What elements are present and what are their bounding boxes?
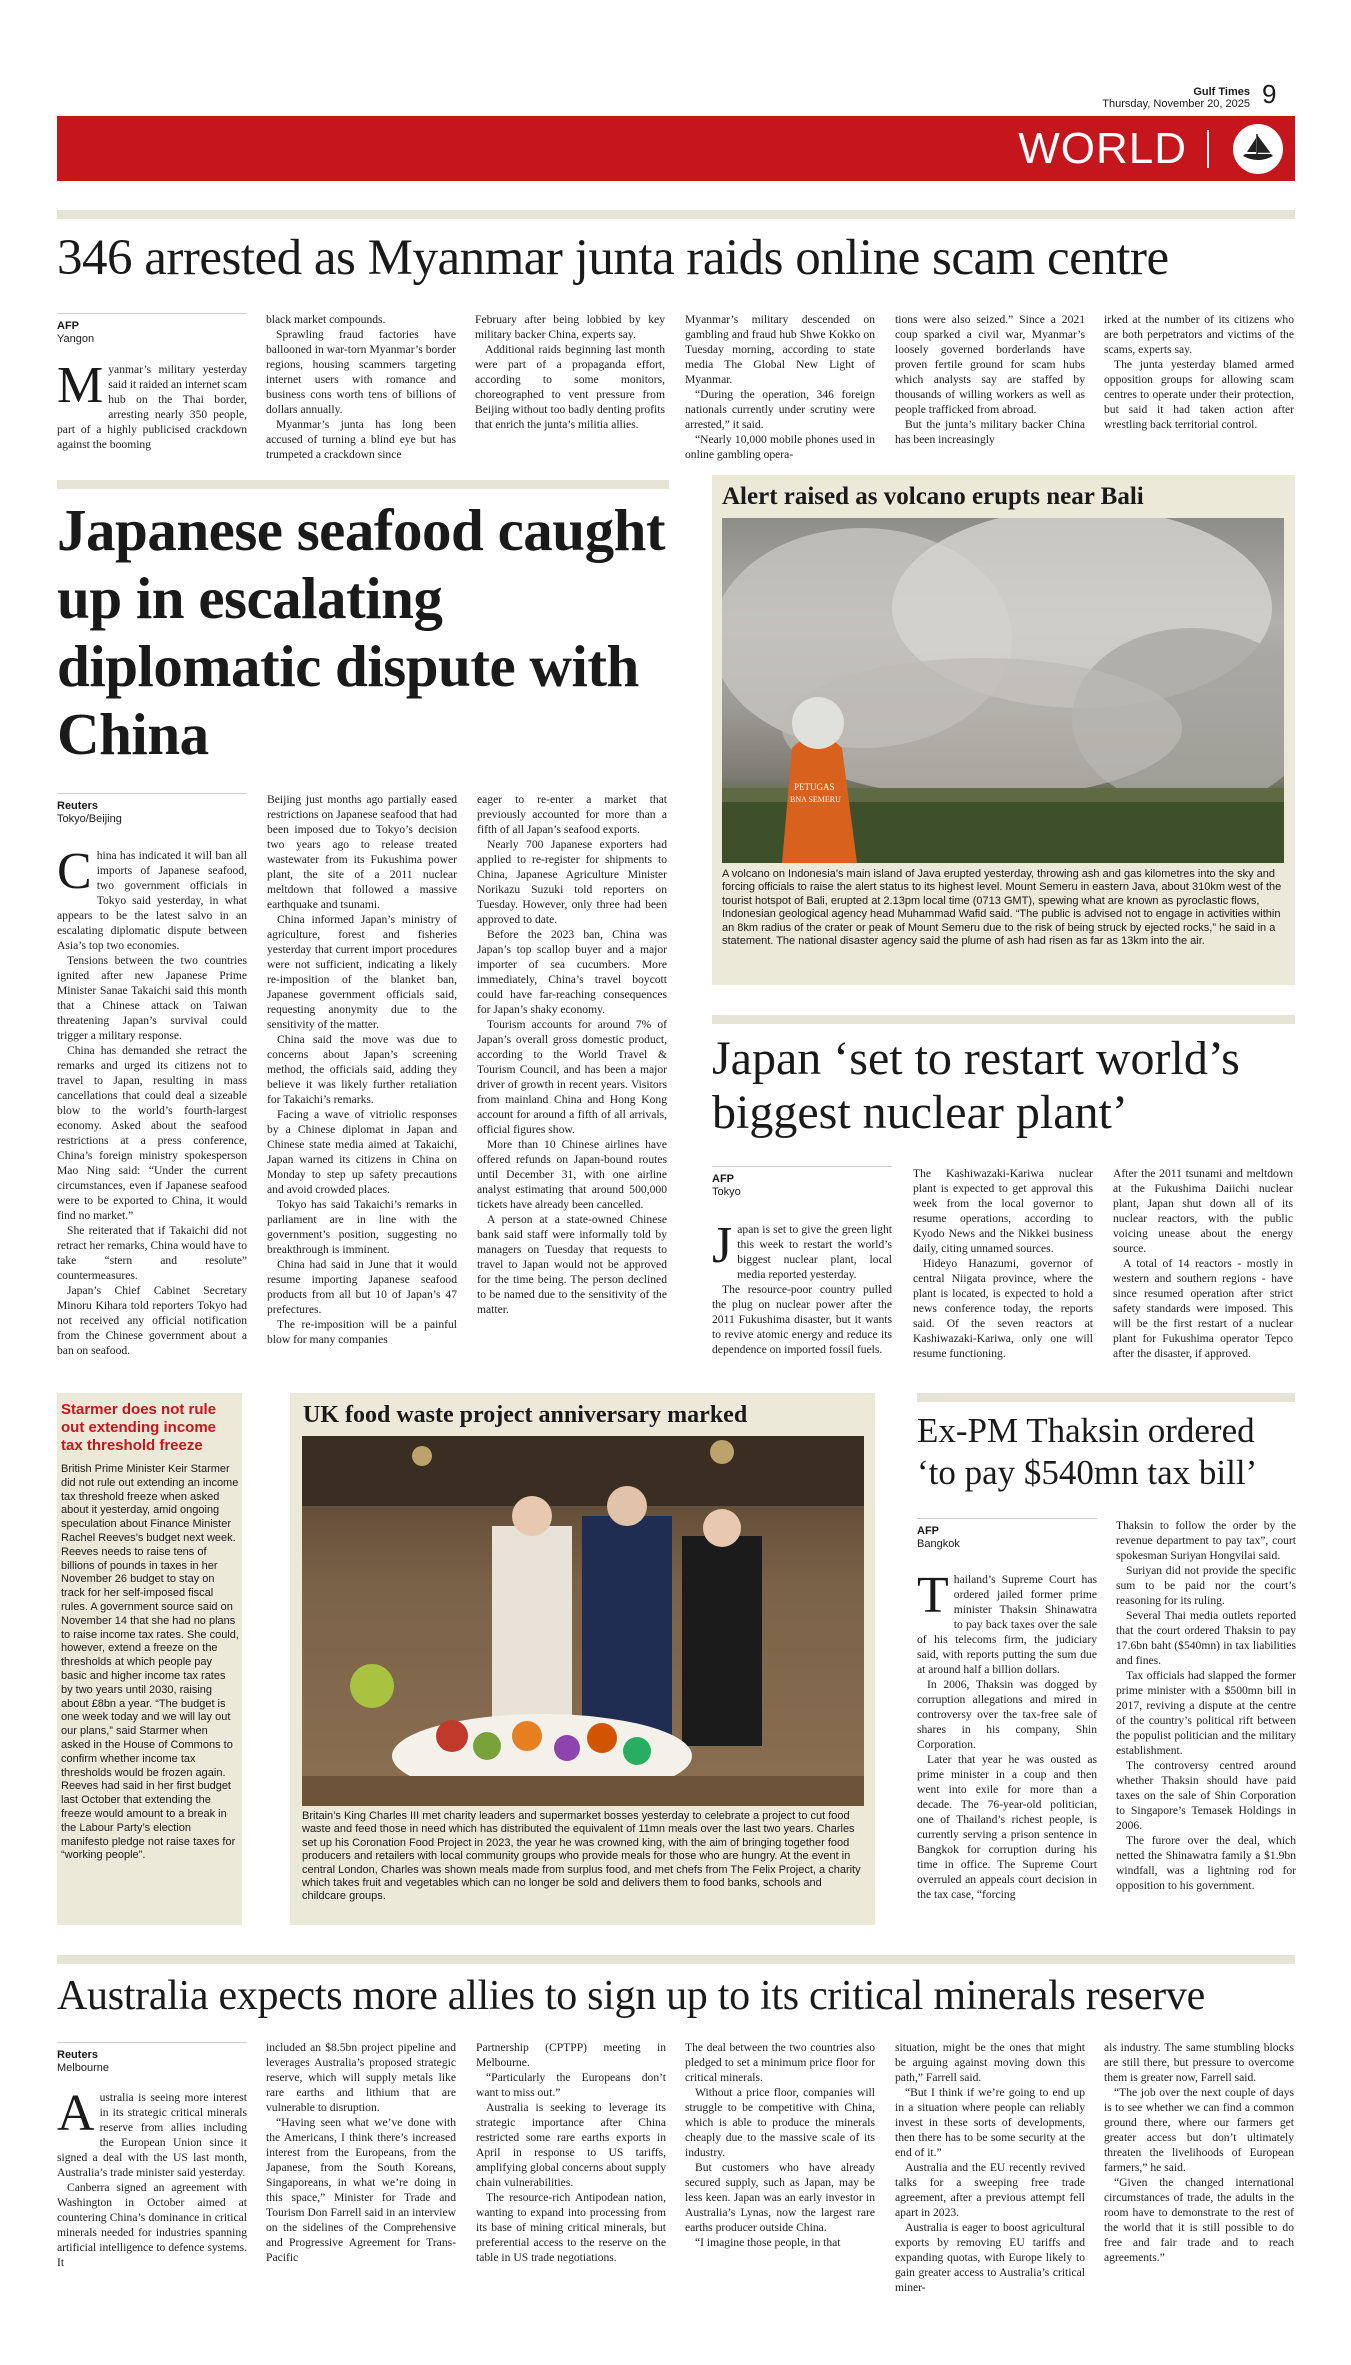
paragraph: China has indicated it will ban all imports of Japanese seafood, two government officials in Tokyo said yesterday, in what appears to be the latest salvo in an escalating diplomatic dispute between Asia’s top two economies. bbox=[57, 843, 247, 952]
australia-col-2 bbox=[266, 2040, 456, 2265]
australia-col-6 bbox=[1104, 2040, 1294, 2265]
paragraph: The deal between the two countries also pledged to set a minimum price floor for critical minerals. bbox=[685, 2041, 875, 2084]
paragraph: “Having seen what we’ve done with the Americans, I think there’s increased interest from the Europeans, from the Japanese, from the South Koreans, Singaporeans, in what we’re doing in this space,” Minister for Trade and Tourism Don Farrell said in an interview on the sidelines of the Comprehensive and Progressive Agreement for Trans-Pacific bbox=[266, 2116, 456, 2264]
seafood-headline: Japanese seafood caught up in escalating diplomatic dispute with China bbox=[57, 497, 666, 767]
paragraph: China has demanded she retract the remarks and urged its citizens not to travel to Japan, resulting in mass cancellations that could deal a sizeable blow to the world’s fourth-largest economy. Asked about the seafood restrictions at a press conference, China’s foreign ministry spokesperson Mao Ning said: “Under the current circumstances, even if Japanese seafood were to be exported to China, it would find no market.” bbox=[57, 1044, 247, 1222]
seafood-byline bbox=[57, 793, 247, 826]
paragraph: China said the move was due to concerns about Japan’s screening method, the officials said, adding they believe it was likely further retaliation for Takaichi’s remarks. bbox=[267, 1033, 457, 1106]
paragraph: Australia is eager to boost agricultural exports by removing EU tariffs and expanding quotas, with Europe likely to gain greater access to Australia’s critical miner- bbox=[895, 2221, 1085, 2294]
myanmar-headline: 346 arrested as Myanmar junta raids online scam centre bbox=[57, 230, 1169, 286]
paragraph: tions were also seized.” Since a 2021 coup sparked a civil war, Myanmar’s loosely governed borderlands have proven fertile ground for scam hubs which analysts say are staffed by thousands of willing workers as well as people trafficked from abroad. bbox=[895, 313, 1085, 416]
paragraph: The junta yesterday blamed armed opposition groups for allowing scam centres to operate under their protection, but said it had taken action after wrestling back territorial control. bbox=[1104, 358, 1294, 431]
thaksin-col-1 bbox=[917, 1567, 1097, 1902]
seafood-col-2 bbox=[267, 792, 457, 1347]
paragraph: Beijing just months ago partially eased restrictions on Japanese seafood that had been imposed due to Tokyo’s decision two years ago to release treated wastewater from its Fukushima power plant, the site of a 2011 nuclear meltdown that followed a massive earthquake and tsunami. bbox=[267, 793, 457, 911]
section-title: WORLD bbox=[1018, 124, 1187, 173]
banner-divider bbox=[1207, 130, 1209, 168]
paragraph: “Nearly 10,000 mobile phones used in online gambling opera- bbox=[685, 433, 875, 461]
paragraph: But the junta’s military backer China has been increasingly bbox=[895, 418, 1085, 446]
australia-agency: Reuters bbox=[57, 2049, 98, 2061]
ukfood-headline: UK food waste project anniversary marked bbox=[303, 1402, 748, 1428]
paragraph: Sprawling fraud factories have ballooned in war-torn Myanmar’s border regions, housing scammers targeting internet users with romance and business cons worth tens of billions of dollars annually. bbox=[266, 328, 456, 416]
myanmar-col-2 bbox=[266, 312, 456, 462]
paragraph: Tensions between the two countries ignited after new Japanese Prime Minister Sanae Takaichi said this month that a Chinese attack on Taiwan threatening Japan’s survival could trigger a military response. bbox=[57, 954, 247, 1042]
rule-seafood bbox=[57, 480, 669, 489]
starmer-box bbox=[57, 1393, 242, 1925]
myanmar-col-4 bbox=[685, 312, 875, 462]
rule-australia bbox=[57, 1955, 1295, 1964]
volcano-photo bbox=[722, 518, 1284, 863]
ukfood-photo bbox=[302, 1436, 864, 1806]
dropcap: A bbox=[57, 2085, 95, 2142]
australia-dateline: Melbourne bbox=[57, 2062, 109, 2074]
nuclear-dateline: Tokyo bbox=[712, 1186, 741, 1198]
ukfood-caption: Britain’s King Charles III met charity leaders and supermarket bosses yesterday to celebrate a project to cut food waste and feed those in need which has distributed the equivalent of 11mn meals over the last two years. Charles set up his Coronation Food Project in 2023, the year he was crowned king, with the aim of bringing together food producers and retailers with local community groups who provide meals for those who are hungry. At the event in central London, Charles was shown meals made from surplus food, and met chefs from The Felix Project, a charity which takes fruit and vegetables which can no longer be sold and delivers them to food banks, schools and childcare groups. bbox=[302, 1810, 861, 1903]
myanmar-text: yanmar’s military yesterday said it raided an internet scam hub on the Thai border, arresting nearly 350 people, part of a highly publicised crackdown against the booming bbox=[57, 363, 248, 451]
paragraph: Before the 2023 ban, China was Japan’s top scallop buyer and a major importer of sea cucumbers. More immediately, China’s travel boycott could have far-reaching consequences for Japan’s shaky economy. bbox=[477, 928, 667, 1016]
paragraph: Tokyo has said Takaichi’s remarks in parliament are in line with the government’s position, suggesting no breakthrough is imminent. bbox=[267, 1198, 457, 1256]
paragraph: Canberra signed an agreement with Washington in October aimed at countering China’s dominance in critical minerals needed for industries spanning artificial intelligence to defence systems. It bbox=[57, 2181, 247, 2269]
myanmar-col-3 bbox=[475, 312, 665, 432]
volcano-caption: A volcano on Indonesia’s main island of Java erupted yesterday, throwing ash and gas kilometres into the sky and forcing officials to raise the alert status to its highest level. Mount Semeru in eastern Java, about 310km west of the tourist hotspot of Bali, erupted at 2.13pm local time (0713 GMT), spewing what are known as pyroclastic flows, Indonesian geological agency head Muhammad Wafid said. “The public is advised not to engage in activities within an 8km radius of the crater or peak of Mount Semeru due to the risk of being struck by ejected rocks,” he said in a statement. The national disaster agency said the plume of ash had risen as far as 13km into the air. bbox=[722, 868, 1282, 948]
paragraph: Without a price floor, companies will struggle to be competitive with China, which is able to produce the minerals cheaply due to the massive scale of its industry. bbox=[685, 2086, 875, 2159]
paragraph: The furore over the deal, which netted the Shinawatra family a $1.9bn windfall, was a lightning rod for opposition to his government. bbox=[1116, 1834, 1296, 1892]
ukfood-box bbox=[290, 1393, 875, 1925]
paragraph: “But I think if we’re going to end up in a situation where people can reliably invest in these sorts of developments, then there has to be some security at the end of it.” bbox=[895, 2086, 1085, 2159]
australia-byline bbox=[57, 2042, 247, 2075]
starmer-headline: Starmer does not rule out extending income tax threshold freeze bbox=[61, 1401, 217, 1454]
paragraph: The resource-poor country pulled the plug on nuclear power after the 2011 Fukushima disaster, but it wants to revive atomic energy and reduce its dependence on imported fossil fuels. bbox=[712, 1283, 892, 1356]
myanmar-agency: AFP bbox=[57, 320, 79, 332]
paragraph: Several Thai media outlets reported that the court ordered Thaksin to pay 17.6bn baht ($540mn) in tax liabilities and fines. bbox=[1116, 1609, 1296, 1667]
paragraph: Facing a wave of vitriolic responses by a Chinese diplomat in Japan and Chinese state media aimed at Takaichi, Japan warned its citizens in China on Monday to step up safety precautions and avoid crowded places. bbox=[267, 1108, 457, 1196]
paragraph: Later that year he was ousted as prime minister in a coup and then went into exile for more than a decade. The 76-year-old politician, one of Thailand’s richest people, is currently serving a prison sentence in Bangkok for corruption during his time in office. The Supreme Court overruled an appeals court decision in the tax case, “forcing bbox=[917, 1753, 1097, 1901]
dropcap: J bbox=[712, 1217, 733, 1274]
myanmar-col-5 bbox=[895, 312, 1085, 447]
paragraph: “Particularly the Europeans don’t want to miss out.” bbox=[476, 2071, 666, 2099]
myanmar-dateline: Yangon bbox=[57, 333, 95, 345]
paragraph: She reiterated that if Takaichi did not retract her remarks, China would have to take “stern and resolute” countermeasures. bbox=[57, 1224, 247, 1282]
paragraph: The Kashiwazaki-Kariwa nuclear plant is expected to get approval this week from the local governor to resume operations, according to Kyodo News and the Nikkei business daily, citing unnamed sources. bbox=[913, 1167, 1093, 1255]
paragraph: als industry. The same stumbling blocks are still there, but pressure to overcome them is greater now, Farrell said. bbox=[1104, 2041, 1294, 2084]
paragraph: The controversy centred around whether Thaksin should have paid taxes on the sale of Shin Corporation to Singapore’s Temasek Holdings in 2006. bbox=[1116, 1759, 1296, 1832]
paragraph: “Given the changed international circumstances of trade, the adults in the room have to demonstrate to the rest of the world that it is still possible to do free and fair trade and to reach agreements.” bbox=[1104, 2176, 1294, 2264]
australia-col-3 bbox=[476, 2040, 666, 2265]
paragraph: Australia is seeking to leverage its strategic importance after China restricted some rare earths exports in April in response to US tariffs, amplifying global concerns about supply chain vulnerabilities. bbox=[476, 2101, 666, 2189]
paragraph: After the 2011 tsunami and meltdown at the Fukushima Daiichi nuclear plant, Japan shut down all of its nuclear reactors, with the public voicing unease about the energy source. bbox=[1113, 1167, 1293, 1255]
nuclear-byline bbox=[712, 1166, 892, 1199]
volcano-photo-art bbox=[722, 518, 1284, 863]
myanmar-col-6 bbox=[1104, 312, 1294, 432]
nuclear-col-3 bbox=[1113, 1166, 1293, 1361]
paragraph: The re-imposition will be a painful blow for many companies bbox=[267, 1318, 457, 1346]
seafood-col-1 bbox=[57, 843, 247, 1358]
masthead-info bbox=[1080, 86, 1250, 110]
paragraph: Myanmar’s military descended on gambling and fraud hub Shwe Kokko on Tuesday morning, according to state media The Global New Light of Myanmar. bbox=[685, 313, 875, 386]
page-number: 9 bbox=[1262, 79, 1277, 109]
paragraph: More than 10 Chinese airlines have offered refunds on Japan-bound routes until December 31, with one airline analyst estimating that around 500,000 tickets have already been cancelled. bbox=[477, 1138, 667, 1211]
starmer-body: British Prime Minister Keir Starmer did not rule out extending an income tax threshold freeze when asked about it yesterday, amid ongoing speculation about Finance Minister Rachel Reeves’s budget next week. Reeves needs to raise tens of billions of pounds in taxes in her November 26 budget to stay on track for her self-imposed fiscal rules. A government source said on November 14 that she had no plans to raise income tax rates. She could, however, extend a freeze on the thresholds at which people pay basic and higher income tax rates by two years until 2030, raising about £8bn a year. “The budget is one week today and we will lay out our plans,” said Starmer when asked in the House of Commons to confirm whether income tax thresholds would be frozen again. Reeves had said in her first budget last October that extending the freeze would amount to a break in the Labour Party’s election manifesto pledge not raise taxes for “working people”. bbox=[61, 1463, 239, 1862]
paragraph: A total of 14 reactors - mostly in western and southern regions - have since resumed operation after strict safety standards were imposed. This will be the first restart of a nuclear plant for Fukushima operator Tepco after the disaster, if approved. bbox=[1113, 1257, 1293, 1360]
paragraph: Partnership (CPTPP) meeting in Melbourne. bbox=[476, 2041, 666, 2069]
dhow-logo-icon bbox=[1233, 124, 1283, 174]
paragraph: irked at the number of its citizens who are both perpetrators and victims of the scams, experts say. bbox=[1104, 313, 1294, 356]
australia-col-5 bbox=[895, 2040, 1085, 2295]
australia-col-1 bbox=[57, 2085, 247, 2270]
seafood-agency: Reuters bbox=[57, 800, 98, 812]
rule-nuclear bbox=[712, 1015, 1295, 1024]
myanmar-byline bbox=[57, 313, 247, 346]
paragraph: Thailand’s Supreme Court has ordered jailed former prime minister Thaksin Shinawatra to pay back taxes over the sale of his telecoms firm, the judiciary said, with reports putting the sum due at around half a billion dollars. bbox=[917, 1567, 1097, 1676]
section-banner bbox=[57, 116, 1295, 181]
thaksin-byline bbox=[917, 1518, 1097, 1551]
paragraph: Thaksin to follow the order by the revenue department to pay tax”, court spokesman Suriyan Hongvilai said. bbox=[1116, 1519, 1296, 1562]
paragraph: In 2006, Thaksin was dogged by corruption allegations and mired in controversy over the tax-free sale of shares in his company, Shin Corporation. bbox=[917, 1678, 1097, 1751]
thaksin-agency: AFP bbox=[917, 1525, 939, 1537]
paragraph: Japan is set to give the green light this week to restart the world’s biggest nuclear plant, local media reported yesterday. bbox=[712, 1217, 892, 1281]
paragraph: Tax officials had slapped the former prime minister with a $500mn bill in 2017, reviving a dispute at the centre of the country’s political rift between the populist politician and the military establishment. bbox=[1116, 1669, 1296, 1757]
paragraph: situation, might be the ones that might be arguing against moving down this path,” Farrell said. bbox=[895, 2041, 1085, 2084]
paragraph: eager to re-enter a market that previously accounted for more than a fifth of all Japan’s seafood exports. bbox=[477, 793, 667, 836]
paragraph: China had said in June that it would resume importing Japanese seafood products from all but 10 of Japan’s 47 prefectures. bbox=[267, 1258, 457, 1316]
paragraph: February after being lobbied by key military backer China, experts say. bbox=[475, 313, 665, 341]
paragraph: “During the operation, 346 foreign nationals currently under scrutiny were arrested,” it said. bbox=[685, 388, 875, 431]
dropcap: C bbox=[57, 843, 92, 900]
paragraph: Japan’s Chief Cabinet Secretary Minoru Kihara told reporters Tokyo had not received any official notification from the Chinese government about a ban on seafood. bbox=[57, 1284, 247, 1357]
paragraph: Tourism accounts for around 7% of Japan’s overall gross domestic product, according to the World Travel & Tourism Council, and has been a major driver of growth in recent years. Visitors from mainland China and Hong Kong account for around a fifth of all arrivals, official figures show. bbox=[477, 1018, 667, 1136]
paragraph: “I imagine those people, in that bbox=[695, 2236, 841, 2249]
myanmar-dropcap: M bbox=[57, 357, 104, 414]
issue-date: Thursday, November 20, 2025 bbox=[1102, 98, 1250, 110]
volcano-headline: Alert raised as volcano erupts near Bali bbox=[722, 483, 1144, 510]
seafood-dateline: Tokyo/Beijing bbox=[57, 813, 122, 825]
vest-text-1: PETUGAS bbox=[794, 782, 835, 792]
paragraph: “The job over the next couple of days is to see whether we can find a common ground there, where our farmers get greater access but don’t ultimately threaten the livelihoods of European farmers,” he said. bbox=[1104, 2086, 1294, 2174]
paragraph: But customers who have already secured supply, such as Japan, may be less keen. Japan was an early investor in Australia’s Lynas, now the largest rare earths producer outside China. bbox=[685, 2161, 875, 2234]
nuclear-headline: Japan ‘set to restart world’s biggest nuclear plant’ bbox=[712, 1032, 1240, 1139]
paragraph: black market compounds. bbox=[266, 313, 386, 326]
nuclear-col-2 bbox=[913, 1166, 1093, 1361]
rule-myanmar bbox=[57, 210, 1295, 219]
vest-text-2: BNA SEMERU bbox=[790, 795, 841, 804]
paper-name: Gulf Times bbox=[1193, 86, 1250, 98]
paragraph: Myanmar’s junta has long been accused of turning a blind eye but has trumpeted a crackdown since bbox=[266, 418, 456, 461]
volcano-box bbox=[712, 475, 1295, 985]
dropcap: T bbox=[917, 1567, 949, 1624]
paragraph: Suriyan did not provide the specific sum to be paid nor the court’s reasoning for its ruling. bbox=[1116, 1564, 1296, 1607]
paragraph: Australia and the EU recently revived talks for a sweeping free trade agreement, after a previous attempt fell apart in 2023. bbox=[895, 2161, 1085, 2219]
thaksin-col-2 bbox=[1116, 1518, 1296, 1893]
paragraph: Nearly 700 Japanese exporters had applied to re-register for shipments to China, Japanese Agriculture Minister Norikazu Suzuki told reporters on Tuesday. However, only three had been approved to date. bbox=[477, 838, 667, 926]
paragraph: Additional raids beginning last month were part of a propaganda effort, according to some monitors, choreographed to vent pressure from Beijing without too badly denting profits that enrich the junta’s militia allies. bbox=[475, 343, 665, 431]
myanmar-col-1 bbox=[57, 357, 248, 452]
paragraph: A person at a state-owned Chinese bank said staff were informally told by managers on Tuesday that requests to travel to Japan would not be approved for the time being. The person declined to be named due to the sensitivity of the matter. bbox=[477, 1213, 667, 1316]
paragraph: Australia is seeing more interest in its strategic critical minerals reserve from allies including the European Union since it signed a deal with the US last month, Australia’s trade minister said yesterday. bbox=[57, 2085, 247, 2179]
nuclear-col-1 bbox=[712, 1217, 892, 1357]
ukfood-photo-art bbox=[302, 1436, 864, 1806]
paragraph: The resource-rich Antipodean nation, wanting to expand into processing from its base of mining critical minerals, but preferential access to the reserve on the table in US trade negotiations. bbox=[476, 2191, 666, 2264]
seafood-col-3 bbox=[477, 792, 667, 1317]
paragraph: included an $8.5bn project pipeline and leverages Australia’s proposed strategic reserve, which will supply metals like rare earths and lithium that are vulnerable to disruption. bbox=[266, 2041, 456, 2114]
nuclear-agency: AFP bbox=[712, 1173, 734, 1185]
rule-thaksin bbox=[917, 1393, 1295, 1402]
thaksin-headline: Ex-PM Thaksin ordered ‘to pay $540mn tax bill’ bbox=[917, 1411, 1258, 1492]
thaksin-dateline: Bangkok bbox=[917, 1538, 960, 1550]
paragraph: China informed Japan’s ministry of agriculture, forest and fisheries yesterday that current import procedures were not sufficient, indicating a likely re-imposition of the blanket ban, Japanese government officials said, requesting anonymity due to the sensitivity of the matter. bbox=[267, 913, 457, 1031]
paragraph: Hideyo Hanazumi, governor of central Niigata province, where the plant is located, is expected to hold a news conference today, the reports said. Of the seven reactors at Kashiwazaki-Kariwa, only one will resume functioning. bbox=[913, 1257, 1093, 1360]
australia-headline: Australia expects more allies to sign up to its critical minerals reserve bbox=[57, 1973, 1205, 2019]
australia-col-4 bbox=[685, 2040, 875, 2250]
